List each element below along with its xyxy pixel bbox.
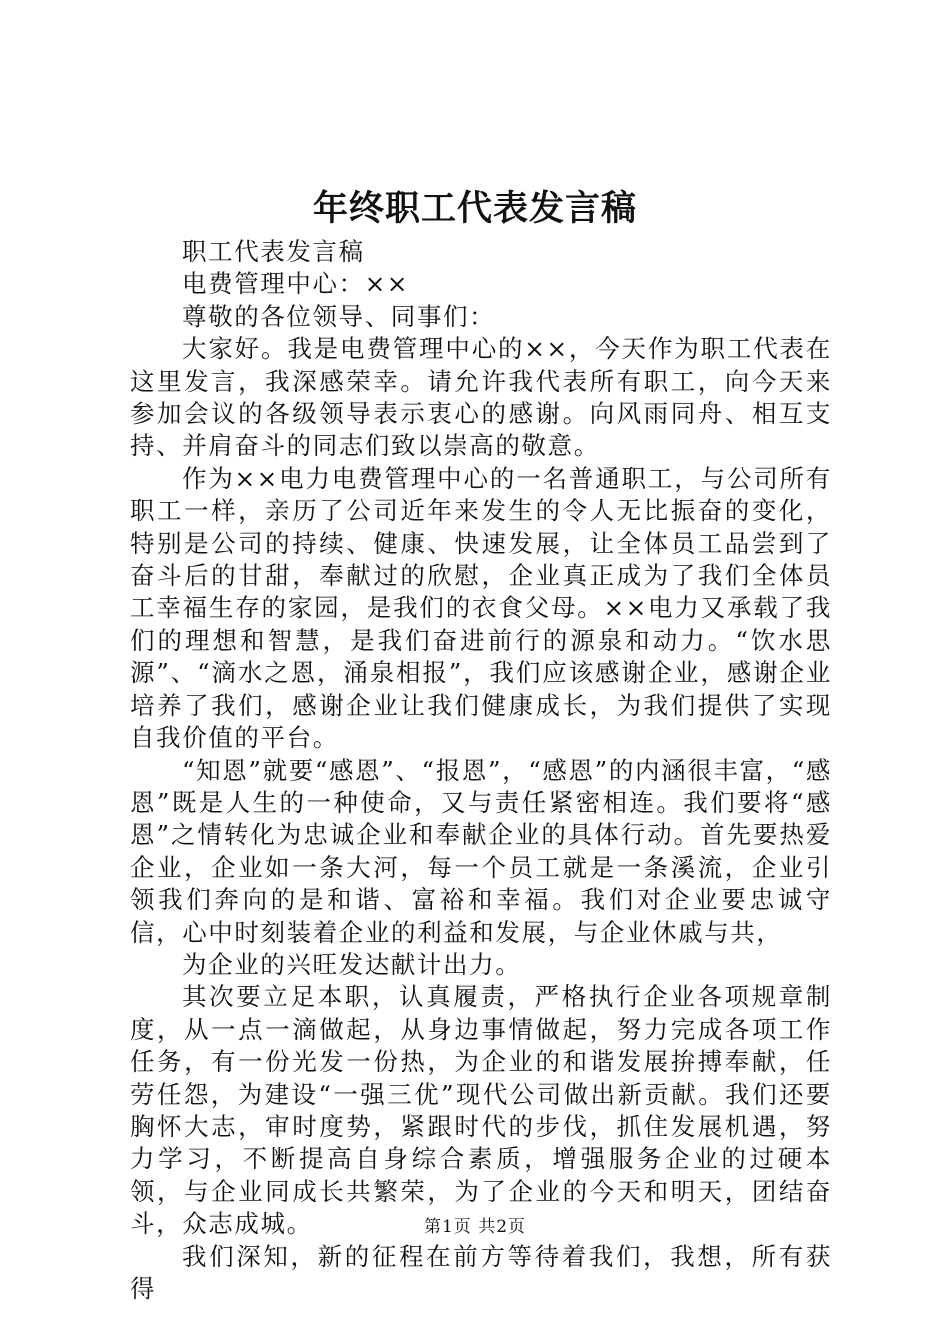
- paragraph: 其次要立足本职，认真履责，严格执行企业各项规章制度，从一点一滴做起，从身边事情做起，努力完成各项工作任务，有一份光发一份热，为企业的和谐发展拚搏奉献，任劳任怨，为建设“一强三优”现代公司做出新贡献。我们还要胸怀大志，审时度势，紧跟时代的步伐，抓住发展机遇，努力学习，不断提高自身综合素质，增强服务企业的过硬本领，与企业同成长共繁荣，为了企业的今天和明天，团结奋斗，众志成城。: [130, 982, 832, 1239]
- paragraph: 为企业的兴旺发达献计出力。: [182, 949, 522, 979]
- paragraph-salutation: 尊敬的各位领导、同事们：: [182, 301, 496, 331]
- paragraph: 大家好。我是电费管理中心的××，今天作为职工代表在这里发言，我深感荣幸。请允许我代表所有职工，向今天来参加会议的各级领导表示衷心的感谢。向风雨同舟、相互支持、并肩奋斗的同志们致以崇高的敬意。: [130, 334, 832, 461]
- page-title: 年终职工代表发言稿: [312, 188, 637, 229]
- paragraph-author: 电费管理中心：××: [182, 269, 409, 299]
- paragraph: “知恩”就要“感恩”、“报恩”，“感恩”的内涵很丰富，“感恩”既是人生的一种使命，又与责任紧密相连。我们要将“感恩”之情转化为忠诚企业和奉献企业的具体行动。首先要热爱企业，企业如一条大河，每一个员工就是一条溪流，企业引领我们奔向的是和谐、富裕和幸福。我们对企业要忠诚守信，心中时刻装着企业的利益和发展，与企业休戚与共，: [130, 755, 832, 947]
- page-footer: 第1页 共2页: [423, 1217, 527, 1237]
- document-body: [130, 236, 832, 1305]
- paragraph: 作为××电力电费管理中心的一名普通职工，与公司所有职工一样，亲历了公司近年来发生的令人无比振奋的变化，特别是公司的持续、健康、快速发展，让全体员工品尝到了奋斗后的甘甜，奉献过的欣慰，企业真正成为了我们全体员工幸福生存的家园，是我们的衣食父母。××电力又承载了我们的理想和智慧，是我们奋进前行的源泉和动力。“饮水思源”、“滴水之恩，涌泉相报”，我们应该感谢企业，感谢企业培养了我们，感谢企业让我们健康成长，为我们提供了实现自我价值的平台。: [130, 463, 832, 753]
- paragraph: 我们深知，新的征程在前方等待着我们，我想，所有获得: [130, 1241, 832, 1303]
- paragraph-heading: 职工代表发言稿: [182, 237, 365, 266]
